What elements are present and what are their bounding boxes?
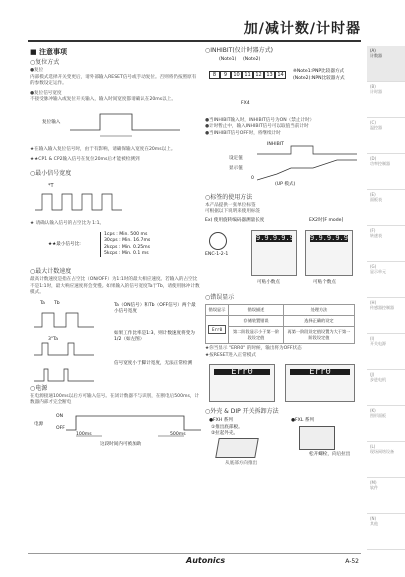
side-tab-item[interactable]: (G) 显示单元 <box>367 262 405 298</box>
t3-note: 如果工作比率是1:3，则计数速度将变为1/2（如左图） <box>114 331 195 343</box>
inhibit-label: INHIBIT <box>267 141 284 147</box>
page-title: 加/减计数/计时器 <box>243 21 361 37</box>
footer-rule <box>28 553 361 554</box>
error-device-1 <box>209 364 275 402</box>
header-rule <box>28 40 361 42</box>
power-on: ON <box>56 413 64 419</box>
tb-label: Tb <box>54 301 60 307</box>
fxh-step-1: ①推出底部板。 <box>211 425 243 431</box>
side-tab-item[interactable]: (N) 其他 <box>367 514 405 550</box>
brand-logo: Autonics <box>186 556 226 565</box>
side-tab-item[interactable]: (J) 步进电机 <box>367 370 405 406</box>
inhibit-heading: ○INHIBIT(仅计时器方式) <box>205 47 274 54</box>
inhibit-note-2: (Note2):NPN比较器方式 <box>293 76 345 82</box>
ta-note: Ta（ON信号）和Tb（OFF信号）两个最小信号宽度 <box>114 303 196 315</box>
fxh-case-illustration <box>215 438 259 458</box>
min-signal-row: 30cps : Min. 16.7ms <box>104 238 151 244</box>
side-tab-item[interactable]: (H) 传感器控制器 <box>367 298 405 334</box>
terminal-pin: 14 <box>275 71 286 79</box>
left-column <box>30 48 200 455</box>
reset-diagram <box>30 106 200 144</box>
setting-label: 设定值 <box>229 155 243 161</box>
side-tab-item[interactable]: (B) 计时器 <box>367 82 405 118</box>
error-desc-2: 第二阶段显示小于第一阶段设定值 <box>229 327 284 344</box>
device-1-lcd: 9.9.9.9.9 <box>256 234 294 243</box>
error-table <box>205 304 355 345</box>
min-signal-waveform <box>30 180 160 218</box>
inhibit-waveform <box>257 140 357 186</box>
switch-bottom-caption: 从底部方向推出 <box>225 461 258 467</box>
error-device-1-lcd: Err0 <box>214 369 270 375</box>
side-tab-item[interactable]: (L) 现场网络设备 <box>367 442 405 478</box>
side-tab-item[interactable]: (D) 功率控制器 <box>367 154 405 190</box>
note1-tag: (Note1) <box>219 57 237 63</box>
reset-input-label: 复位输入 <box>42 120 61 126</box>
label-use-heading: ○标签的使用方法 <box>205 193 253 201</box>
terminal-pin: 8 <box>209 71 220 79</box>
ta-label: Ta <box>40 301 45 307</box>
reset-desc-1: 内部模式选择开关变更后，请外部输入RESET信号或手动复位。否则将仍按照原有的参数设定运作。 <box>30 74 197 86</box>
fxl-case-illustration <box>299 426 335 450</box>
section-title: ■ 注意事项 <box>30 48 68 56</box>
counter-device-2 <box>305 230 353 276</box>
reset-note-1: ★在输入输入复位信号时，由于有影响，请确保输入宽度在20ms以上。 <box>30 147 176 153</box>
side-tab-nav <box>367 46 405 550</box>
min-signal-note: ★ 请确认输入信号的占空比为 1:1。 <box>30 221 105 227</box>
side-tab-item[interactable]: (E) 面板表 <box>367 190 405 226</box>
terminal-strip <box>209 71 286 79</box>
device-2-lcd: 9.9.9.9.9 <box>310 234 348 243</box>
counter-device-1 <box>251 230 297 276</box>
error-col-solution: 处理方法 <box>283 304 354 315</box>
reset-note-2: ★★CP1 & CP2输入信号在复位20ms后才能被检测到 <box>30 156 140 162</box>
error-device-2 <box>285 364 355 402</box>
side-tab-item[interactable]: (F) 转速表 <box>367 226 405 262</box>
max-speed-diagram <box>30 299 200 381</box>
min-signal-row: 1cps : Min. 500 ms <box>104 232 148 238</box>
label-example-row <box>205 218 360 225</box>
power-t2: 500ms <box>170 431 186 437</box>
label-caption-2: 可贴个数点 <box>313 280 336 286</box>
label-desc-1: 本产品提供一张单位标签 <box>205 203 256 209</box>
label-device-diagram <box>205 228 360 290</box>
error-col-display: 错误显示 <box>206 304 229 315</box>
inhibit-note-1: ※Note1:PNP比较器方式 <box>293 69 345 75</box>
power-desc: 在电源接通100ms以后方可输入信号。在闭计数器不与识别，在断电后500ms，计数器内部才完全断电 <box>30 394 200 406</box>
min-signal-heading: ○最小信号宽度 <box>30 169 72 177</box>
inhibit-bullet-1: ●当INHIBIT输入时，INHIBIT信号为ON（禁止计时） <box>205 118 315 124</box>
right-column <box>205 48 360 467</box>
reset-bullet-1: ●复位 <box>30 68 44 74</box>
t-label: *T <box>48 183 54 190</box>
terminal-pin: 13 <box>264 71 275 79</box>
error-heading: ○错误显示 <box>205 294 235 302</box>
t3-label: 3"Ta <box>48 337 58 343</box>
power-off: OFF <box>56 425 65 431</box>
reset-desc-2: 不接受脉冲输入或复位开关输入，输入时间宽度都请确认在20ms以上。 <box>30 97 176 103</box>
label-desc-3: Ex) 使用旋转编码器测量长度 <box>205 218 265 224</box>
power-label: 电源 <box>34 421 44 427</box>
min-signal-row: 2kcps : Min. 0.25ms <box>104 244 151 250</box>
min-signal-diagram <box>30 180 200 218</box>
switch-heading: ○外壳 & DIP 开关拆卸方法 <box>205 407 279 415</box>
page-number: A-52 <box>345 558 359 565</box>
min-signal-table <box>30 230 200 264</box>
fxh-step-2: ②拉起外壳。 <box>211 431 239 437</box>
error-code: Err0 <box>208 325 226 334</box>
label-desc-2: 可根据以下说明来使用标签 <box>205 209 261 215</box>
encoder-icon <box>209 232 227 250</box>
power-t1: 100ms <box>76 431 92 437</box>
power-diagram <box>30 410 200 452</box>
error-display-examples <box>205 362 360 404</box>
zero-label: 0 <box>251 175 254 181</box>
max-speed-waveform <box>34 307 104 387</box>
fxl-note: 松开螺栓，向后拉出 <box>309 452 351 458</box>
fxl-label: ●FXL 系列 <box>291 418 315 424</box>
error-code-cell <box>206 315 229 344</box>
min-signal-table-label: ★★最小信号比: <box>48 242 81 248</box>
reset-heading: ○复位方式 <box>30 59 60 67</box>
encoder-model: ENC-1-2-1 <box>205 252 229 258</box>
power-caption: 这段时间内可被加助 <box>100 441 142 447</box>
side-tab-item[interactable]: (A) 计数器 <box>367 46 405 82</box>
terminal-pin: 11 <box>242 71 253 79</box>
terminal-pin: 9 <box>220 71 231 79</box>
side-tab-item[interactable]: (C) 温控器 <box>367 118 405 154</box>
error-note-1: ★你当显示 "ERR0" 的时候，输出将为OFF状态 <box>205 346 302 352</box>
terminal-pin: 10 <box>231 71 242 79</box>
display-label: 显示值 <box>229 165 243 171</box>
inhibit-timing-diagram <box>205 140 360 190</box>
mode-label: (UP 模式) <box>275 181 296 187</box>
inhibit-bullet-3: ●当INHIBIT信号OFF时，将继续计时 <box>205 130 281 136</box>
switch-section <box>205 418 360 458</box>
min-signal-row: 5kcps : Min. 0.1 ms <box>104 250 149 256</box>
error-solution-2: 再第一阶段设定值设置为大于第一阶段设定值 <box>283 327 354 344</box>
error-solution-1: 选择正确的设定 <box>283 315 354 326</box>
error-col-description: 错误描述 <box>229 304 284 315</box>
terminal-pin: 12 <box>253 71 264 79</box>
note2-tag: (Note2) <box>243 57 261 63</box>
power-heading: ○电源 <box>30 385 48 393</box>
reset-bullet-2: ●复位信号宽度 <box>30 91 62 97</box>
end-note: 信号宽度小于脚计宽度，无法正常检测 <box>114 361 193 367</box>
reset-waveform <box>70 106 190 144</box>
side-tab-item[interactable]: (M) 软件 <box>367 478 405 514</box>
inhibit-model: FX4 <box>241 101 250 107</box>
label-caption-1: 可贴小数点 <box>257 280 280 286</box>
inhibit-terminal-diagram <box>205 57 360 115</box>
max-speed-heading: ○最大计数速度 <box>30 268 72 276</box>
error-desc-1: 存储装置错误 <box>229 315 284 326</box>
inhibit-bullet-2: ●计时暂止中，输入INHIBIT信号可以取值当前计时 <box>205 124 309 130</box>
fxh-label: ●FXH 系列 <box>209 418 233 424</box>
error-device-2-lcd: Err0 <box>290 369 350 375</box>
error-note-2: ★按RESET进入正常模式 <box>205 352 256 358</box>
max-speed-desc: 最高计数速度是指在占空比（ON/OFF）为1:1时的最大相应速度。若输入的占空比不是1:1时，最大响应速度将会变慢。如果输入的信号宽度Ta于Tb，请使用脉冲计数模式。 <box>30 277 200 295</box>
side-tab-item[interactable]: (K) 图形面板 <box>367 406 405 442</box>
label-mode: EX2时[F mode] <box>309 218 344 224</box>
side-tab-item[interactable]: (I) 开关电源 <box>367 334 405 370</box>
